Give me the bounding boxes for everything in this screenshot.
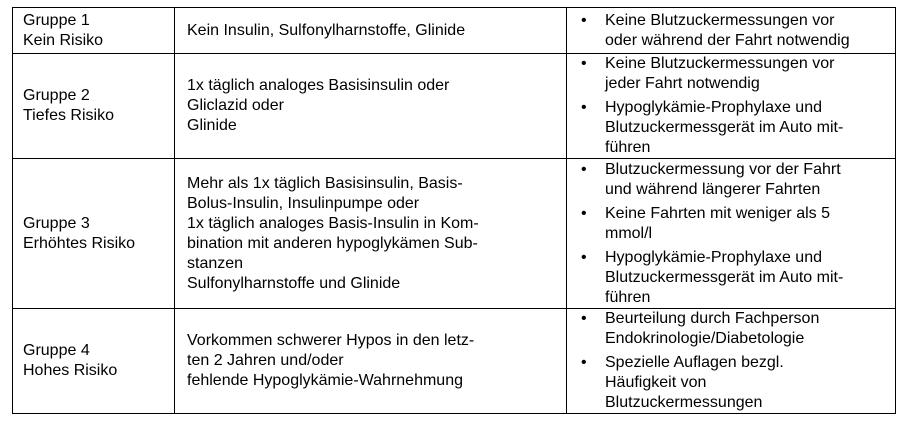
measures-cell [567,8,896,54]
medication-criteria-cell [175,54,567,159]
measure-line: mmol/l [605,224,653,242]
measure-line: Keine Blutzuckermessungen vor [605,11,835,29]
measure-line: führen [605,288,651,306]
criteria-line: Sulfonylharnstoffe und Glinide [187,274,401,292]
criteria-line: Bolus-Insulin, Insulinpumpe oder [187,194,420,212]
measure-line: Beurteilung durch Fachperson [605,310,820,327]
measures-list [581,309,889,413]
measure-line: und während längerer Fahrten [605,180,821,198]
group-name: Gruppe 3 [23,214,90,232]
list-item [581,248,889,308]
bullet-icon: • [581,11,587,29]
list-item [581,160,889,200]
list-item [581,309,889,349]
list-item [581,54,889,94]
criteria-line: Glinide [187,117,237,134]
table-row [13,159,896,309]
bullet-icon: • [581,99,587,116]
measure-line: Blutzuckermessungen [605,394,763,411]
bullet-icon: • [581,354,587,371]
measure-line: Blutzuckermessung vor der Fahrt [605,160,841,178]
risk-level: Erhöhtes Risiko [23,234,136,252]
risk-group-cell [13,159,175,309]
table-row [13,309,896,414]
bullet-icon: • [581,310,587,327]
criteria-line: 1x täglich analoges Basisinsulin oder [187,77,450,94]
criteria-line: 1x täglich analoges Basis-Insulin in Kom- [187,214,479,232]
criteria-line: fehlende Hypoglykämie-Wahrnehmung [187,372,463,389]
measure-line: Hypoglykämie-Prophylaxe und [605,248,822,266]
criteria-line: bination mit anderen hypoglykämen Sub- [187,234,478,252]
risk-level: Hohes Risiko [23,362,118,379]
measure-line: führen [605,139,651,156]
risk-level: Tiefes Risiko [23,107,114,124]
measure-line: Blutzuckermessgerät im Auto mit- [605,119,844,136]
measure-line: Endokrinologie/Diabetologie [605,330,805,347]
bullet-icon: • [581,55,587,72]
measure-line: Spezielle Auflagen bezgl. [605,354,784,371]
criteria-line: Vorkommen schwerer Hypos in den letz- [187,332,475,349]
bullet-icon: • [581,248,587,266]
bullet-icon: • [581,160,587,178]
measures-list [581,11,889,51]
risk-group-cell [13,309,175,414]
list-item [581,204,889,244]
medication-criteria-cell [175,159,567,309]
criteria-line: Kein Insulin, Sulfonylharnstoffe, Glinide [187,21,466,39]
risk-group-cell [13,8,175,54]
measure-line: Keine Blutzuckermessungen vor [605,55,835,72]
measure-line: jeder Fahrt notwendig [605,75,760,92]
measures-list [581,54,889,158]
criteria-line: Mehr als 1x täglich Basisinsulin, Basis- [187,174,463,192]
measure-line: Blutzuckermessgerät im Auto mit- [605,268,844,286]
measures-cell [567,54,896,159]
group-name: Gruppe 2 [23,87,90,104]
risk-groups-table [12,7,896,414]
measure-line: Hypoglykämie-Prophylaxe und [605,99,822,116]
risk-level: Kein Risiko [23,31,104,49]
table-row [13,8,896,54]
criteria-line: Gliclazid oder [187,97,284,114]
bullet-icon: • [581,204,587,222]
list-item [581,11,889,51]
medication-criteria-cell [175,8,567,54]
measure-line: Keine Fahrten mit weniger als 5 [605,204,830,222]
measures-cell [567,159,896,309]
measure-line: Häufigkeit von [605,374,707,391]
list-item [581,353,889,413]
criteria-line: ten 2 Jahren und/oder [187,352,344,369]
medication-criteria-cell [175,309,567,414]
table-body [13,8,896,414]
measures-cell [567,309,896,414]
group-name: Gruppe 1 [23,11,90,29]
risk-group-cell [13,54,175,159]
measure-line: oder während der Fahrt notwendig [605,31,850,49]
measures-list [581,160,889,308]
criteria-line: stanzen [187,254,244,272]
list-item [581,98,889,158]
table-row [13,54,896,159]
group-name: Gruppe 4 [23,342,90,359]
